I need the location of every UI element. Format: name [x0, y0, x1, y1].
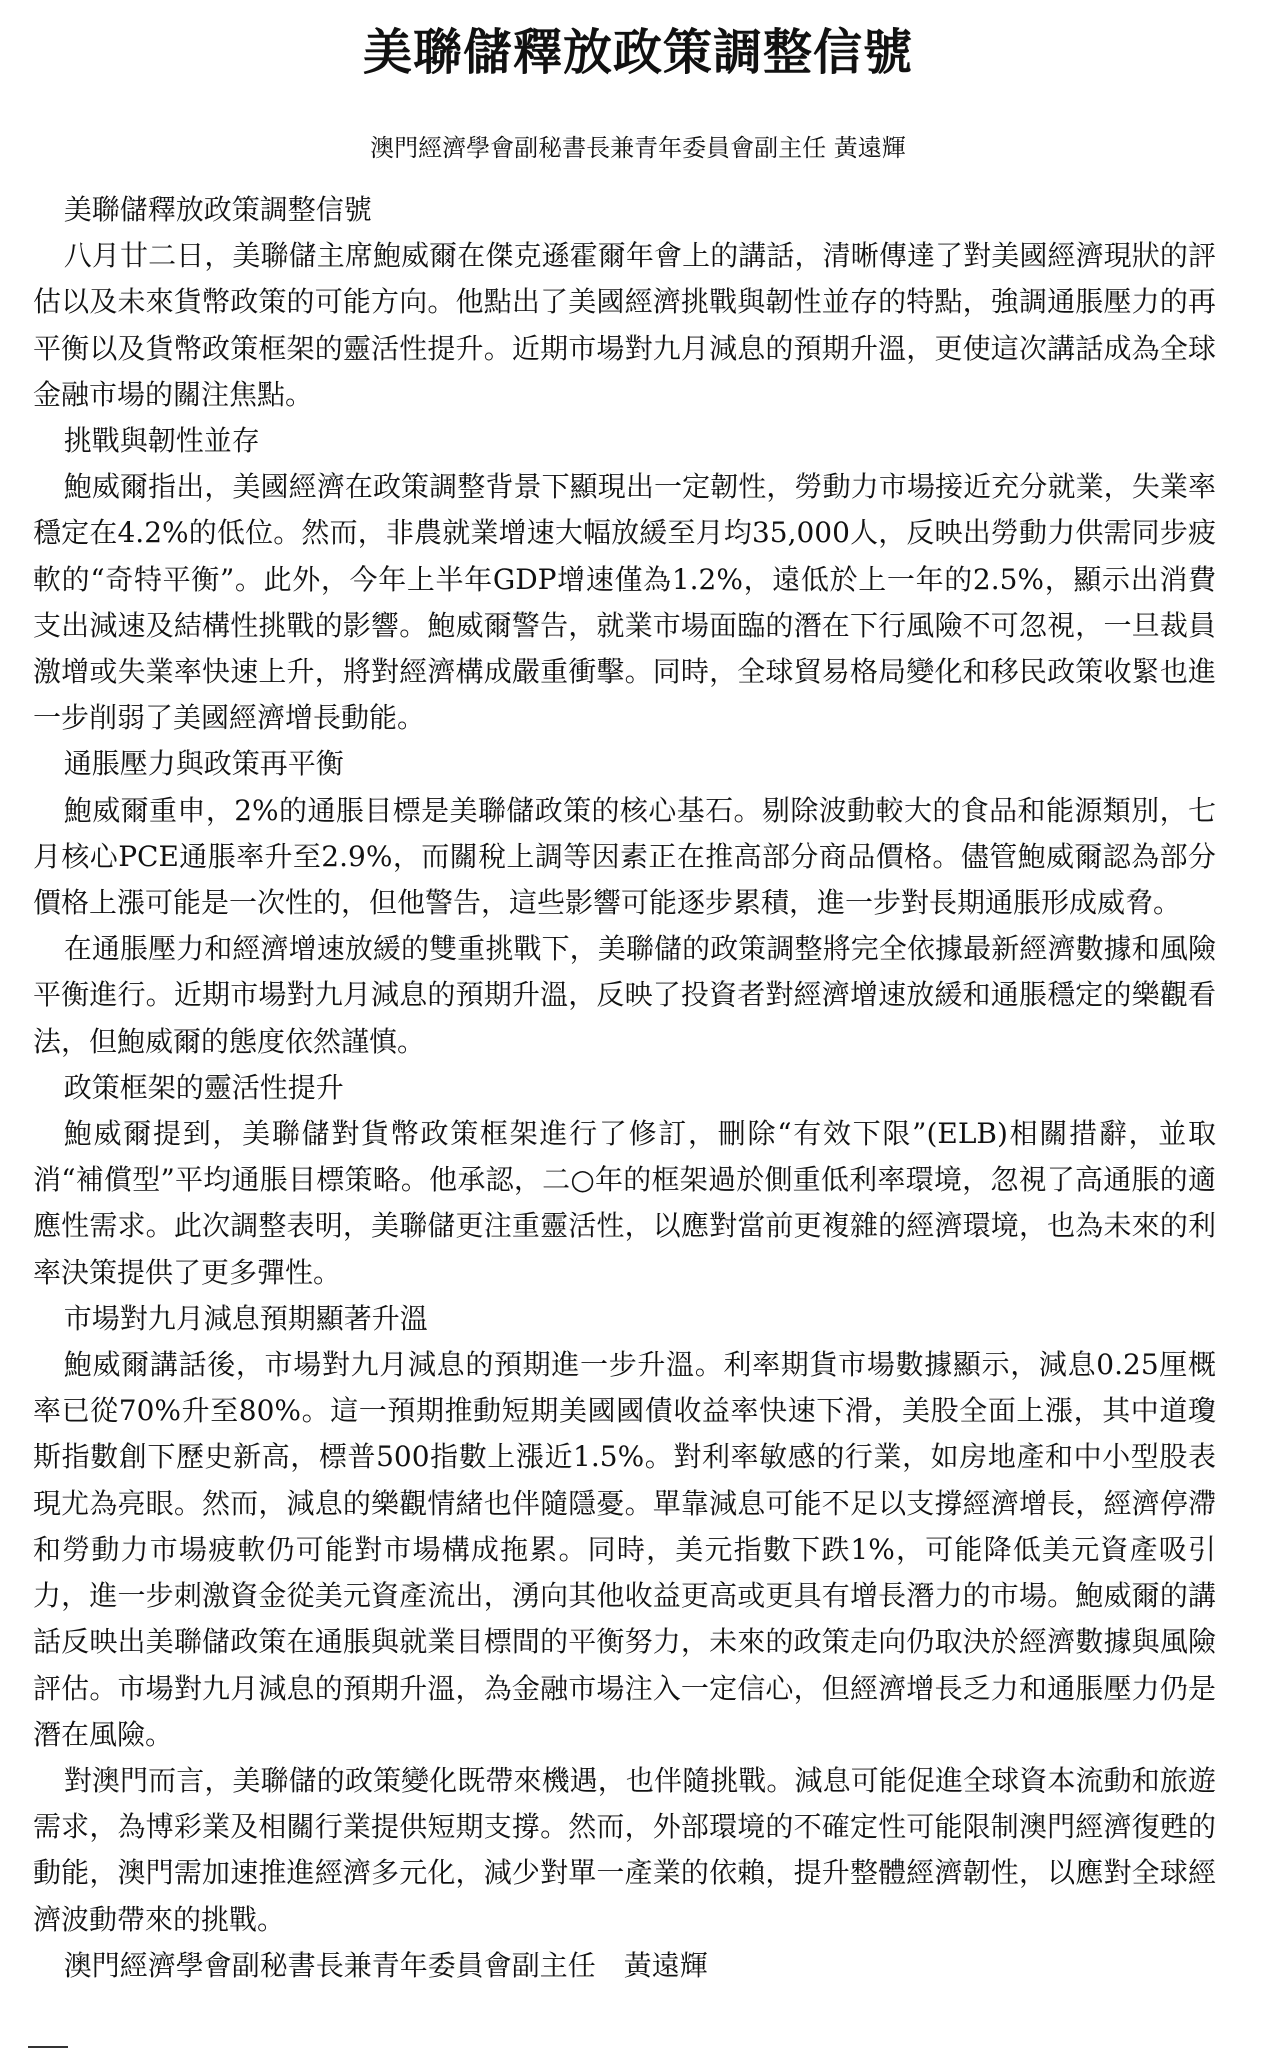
body-paragraph: 對澳門而言，美聯儲的政策變化既帶來機遇，也伴隨挑戰。減息可能促進全球資本流動和旅遊需求，為博彩業及相關行業提供短期支撐。然而，外部環境的不確定性可能限制澳門經濟復甦的動能，澳門需加速推進經濟多元化，減少對單一產業的依賴，提升整體經濟韌性，以應對全球經濟波動帶來的挑戰。 — [33, 1763, 1216, 1936]
body-paragraph: 八月廿二日，美聯儲主席鮑威爾在傑克遜霍爾年會上的講話，清晰傳達了對美國經濟現狀的評估以及未來貨幣政策的可能方向。他點出了美國經濟挑戰與韌性並存的特點，強調通脹壓力的再平衡以及貨幣政策框架的靈活性提升。近期市場對九月減息的預期升溫，更使這次講話成為全球金融市場的關注焦點。 — [33, 239, 1216, 411]
article-byline: 澳門經濟學會副秘書長兼青年委員會副主任 黃遠輝 — [370, 134, 906, 162]
article-title: 美聯儲釋放政策調整信號 — [362, 24, 913, 81]
page-end-mark — [28, 2046, 68, 2051]
section-heading: 挑戰與韌性並存 — [63, 424, 260, 458]
author-signature: 澳門經濟學會副秘書長兼青年委員會副主任 黃遠輝 — [63, 1948, 708, 1982]
body-paragraph: 鮑威爾指出，美國經濟在政策調整背景下顯現出一定韌性，勞動力市場接近充分就業，失業率穩定在4.2%的低位。然而，非農就業增速大幅放緩至月均35,000人，反映出勞動力供需同步疲軟的“奇特平衡”。此外，今年上半年GDP增速僅為1.2%，遠低於上一年的2.5%，顯示出消費支出減速及結構性挑戰的影響。鮑威爾警告，就業市場面臨的潛在下行風險不可忽視，一旦裁員激增或失業率快速上升，將對經濟構成嚴重衝擊。同時，全球貿易格局變化和移民政策收緊也進一步削弱了美國經濟增長動能。 — [33, 470, 1216, 735]
body-paragraph: 鮑威爾提到，美聯儲對貨幣政策框架進行了修訂，刪除“有效下限”(ELB)相關措辭，並取消“補償型”平均通脹目標策略。他承認，二○年的框架過於側重低利率環境，忽視了高通脹的適應性需求。此次調整表明，美聯儲更注重靈活性，以應對當前更複雜的經濟環境，也為未來的利率決策提供了更多彈性。 — [33, 1117, 1216, 1289]
body-paragraph: 鮑威爾重申，2%的通脹目標是美聯儲政策的核心基石。剔除波動較大的食品和能源類別，七月核心PCE通脹率升至2.9%，而關稅上調等因素正在推高部分商品價格。儘管鮑威爾認為部分價格上漲可能是一次性的，但他警告，這些影響可能逐步累積，進一步對長期通脹形成威脅。 — [33, 793, 1216, 920]
body-paragraph: 鮑威爾講話後，市場對九月減息的預期進一步升溫。利率期貨市場數據顯示，減息0.25厘概率已從70%升至80%。這一預期推動短期美國國債收益率快速下滑，美股全面上漲，其中道瓊斯指數創下歷史新高，標普500指數上漲近1.5%。對利率敏感的行業，如房地產和中小型股表現尤為亮眼。然而，減息的樂觀情緒也伴隨隱憂。單靠減息可能不足以支撐經濟增長，經濟停滯和勞動力市場疲軟仍可能對市場構成拖累。同時，美元指數下跌1%，可能降低美元資產吸引力，進一步刺激資金從美元資產流出，湧向其他收益更高或更具有增長潛力的市場。鮑威爾的講話反映出美聯儲政策在通脹與就業目標間的平衡努力，未來的政策走向仍取決於經濟數據與風險評估。市場對九月減息的預期升溫，為金融市場注入一定信心，但經濟增長乏力和通脹壓力仍是潛在風險。 — [33, 1348, 1216, 1751]
section-heading: 美聯儲釋放政策調整信號 — [63, 193, 372, 226]
section-heading: 政策框架的靈活性提升 — [63, 1070, 344, 1104]
section-heading: 通脹壓力與政策再平衡 — [63, 747, 344, 781]
body-paragraph: 在通脹壓力和經濟增速放緩的雙重挑戰下，美聯儲的政策調整將完全依據最新經濟數據和風險平衡進行。近期市場對九月減息的預期升溫，反映了投資者對經濟增速放緩和通脹穩定的樂觀看法，但鮑威爾的態度依然謹慎。 — [33, 932, 1216, 1058]
article-body — [33, 187, 1216, 1989]
section-heading: 市場對九月減息預期顯著升溫 — [63, 1301, 428, 1335]
